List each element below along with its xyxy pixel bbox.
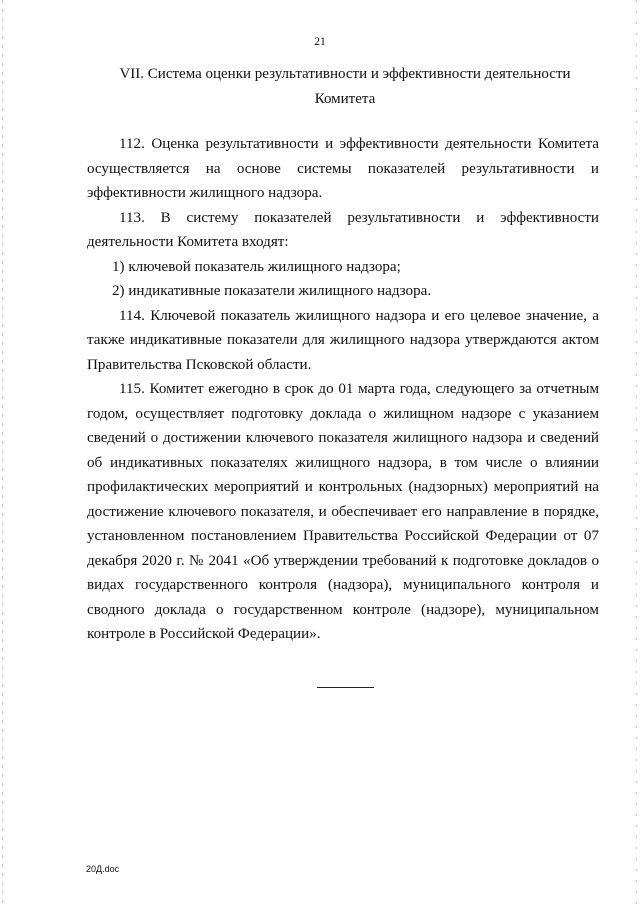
page-number: 21 [314, 36, 326, 48]
section-body [87, 132, 599, 647]
list-item-1: 1) ключевой показатель жилищного надзора; [112, 258, 401, 275]
paragraph-112: 112. Оценка результативности и эффективности деятельности Комитета осуществляется на основе системы показателей результативности и эффективности жилищного надзора. [87, 136, 599, 201]
paragraph-113: 113. В систему показателей результативности и эффективности деятельности Комитета входят: [87, 209, 599, 250]
end-of-document-rule [317, 687, 374, 688]
paragraph-115: 115. Комитет ежегодно в срок до 01 марта года, следующего за отчетным годом, осуществляет подготовку доклада о жилищном надзоре с указанием сведений о достижении ключевого показателя жилищного надзора и сведений об индикативных показателях жилищного надзора, в том числе о влиянии профилактических мероприятий и контрольных (надзорных) мероприятий на достижение ключевого показателя, и обеспечивает его направление в порядке, установленном постановлением Правительства Российской Федерации от 07 декабря 2020 г. № 2041 «Об утверждении требований к подготовке докладов о видах государственного контроля (надзора), муниципального контроля и сводного доклада о государственном контроле (надзоре), муниципальном контроле в Российской Федерации». [87, 381, 599, 642]
scan-edge-right [636, 0, 637, 905]
footer-file-name: 20Д.doc [86, 864, 120, 874]
scan-edge-left [2, 0, 3, 905]
section-heading-line-2: Комитета [314, 90, 376, 107]
paragraph-114: 114. Ключевой показатель жилищного надзора и его целевое значение, а также индикативные показатели для жилищного надзора утверждаются актом Правительства Псковской области. [87, 307, 599, 373]
section-heading [100, 62, 590, 111]
section-heading-line-1: VII. Система оценки результативности и эффективности деятельности [119, 66, 571, 82]
list-item-2: 2) индикативные показатели жилищного надзора. [112, 283, 432, 299]
